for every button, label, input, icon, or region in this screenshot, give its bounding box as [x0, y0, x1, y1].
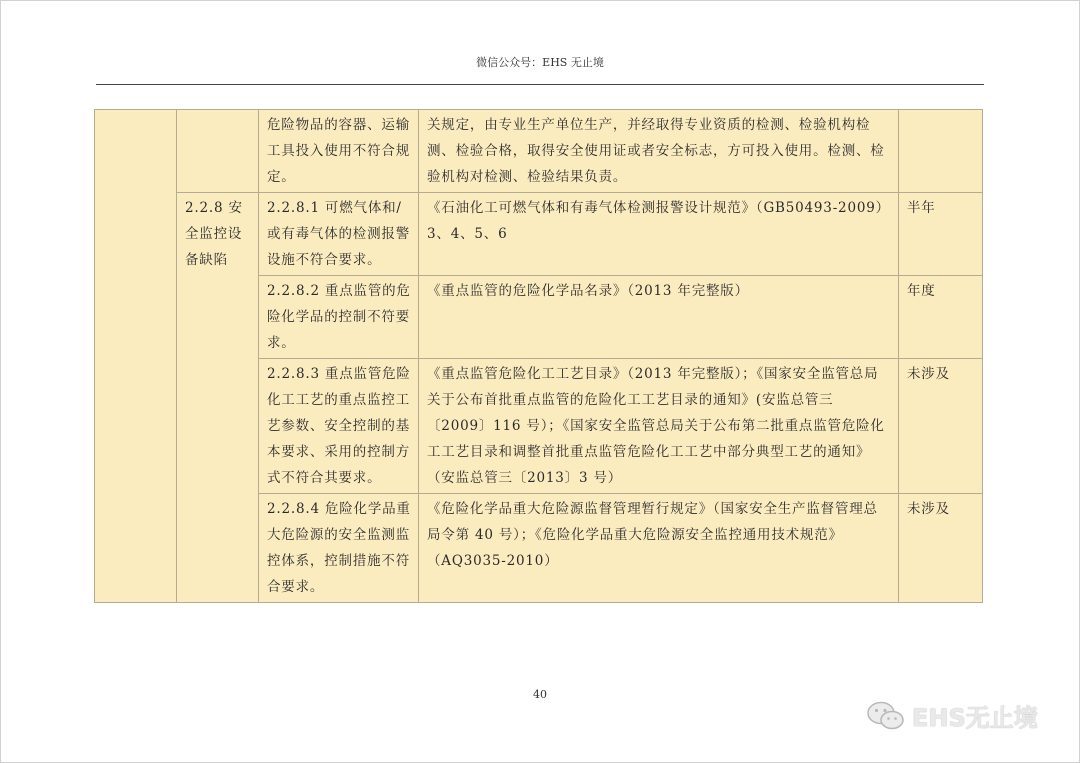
- item-cell: 2.2.8.2 重点监管的危险化学品的控制不符要求。: [259, 276, 419, 359]
- watermark: [866, 698, 1038, 733]
- frequency-cell: 未涉及: [899, 359, 983, 494]
- basis-cell: 《危险化学品重大危险源监督管理暂行规定》（国家安全生产监督管理总局令第 40 号）；《危险化学品重大危险源安全监控通用技术规范》（AQ3035-2010）: [419, 494, 899, 603]
- section-title-cell: 2.2.8 安全监控设备缺陷: [177, 193, 259, 603]
- item-cell: 危险物品的容器、运输工具投入使用不符合规定。: [259, 110, 419, 193]
- page-header-title: 微信公众号：EHS 无止境: [476, 56, 604, 69]
- basis-cell: 关规定，由专业生产单位生产，并经取得专业资质的检测、检验机构检测、检验合格，取得安全使用证或者安全标志，方可投入使用。检测、检验机构对检测、检验结果负责。: [419, 110, 899, 193]
- basis-cell: 《石油化工可燃气体和有毒气体检测报警设计规范》（GB50493-2009）3、4、5、6: [419, 193, 899, 276]
- table-row: [95, 193, 983, 276]
- watermark-text: EHS无止境: [912, 704, 1038, 732]
- category-cell: [95, 110, 177, 603]
- basis-cell: 《重点监管的危险化学品名录》（2013 年完整版）: [419, 276, 899, 359]
- frequency-cell: 未涉及: [899, 494, 983, 603]
- item-cell: 2.2.8.4 危险化学品重大危险源的安全监测监控体系，控制措施不符合要求。: [259, 494, 419, 603]
- frequency-cell: 年度: [899, 276, 983, 359]
- inspection-table: [94, 109, 983, 603]
- page-number: 40: [533, 688, 547, 701]
- subcategory-cell: [177, 110, 259, 193]
- item-cell: 2.2.8.3 重点监管危险化工工艺的重点监控工艺参数、安全控制的基本要求、采用的控制方式不符合其要求。: [259, 359, 419, 494]
- header-divider: [96, 84, 984, 85]
- basis-cell: 《重点监管危险化工工艺目录》（2013 年完整版）；《国家安全监管总局关于公布首批重点监管的危险化工工艺目录的通知》(安监总管三〔2009〕116 号）；《国家安全监管总局关于公布第二批重点监管危险化工工艺目录和调整首批重点监管危险化工工艺中部分典型工艺的通知》（安监总管三〔2013〕3 号）: [419, 359, 899, 494]
- frequency-cell: [899, 110, 983, 193]
- frequency-cell: 半年: [899, 193, 983, 276]
- wechat-icon: [866, 700, 906, 732]
- table-row: [95, 110, 983, 193]
- item-cell: 2.2.8.1 可燃气体和/或有毒气体的检测报警设施不符合要求。: [259, 193, 419, 276]
